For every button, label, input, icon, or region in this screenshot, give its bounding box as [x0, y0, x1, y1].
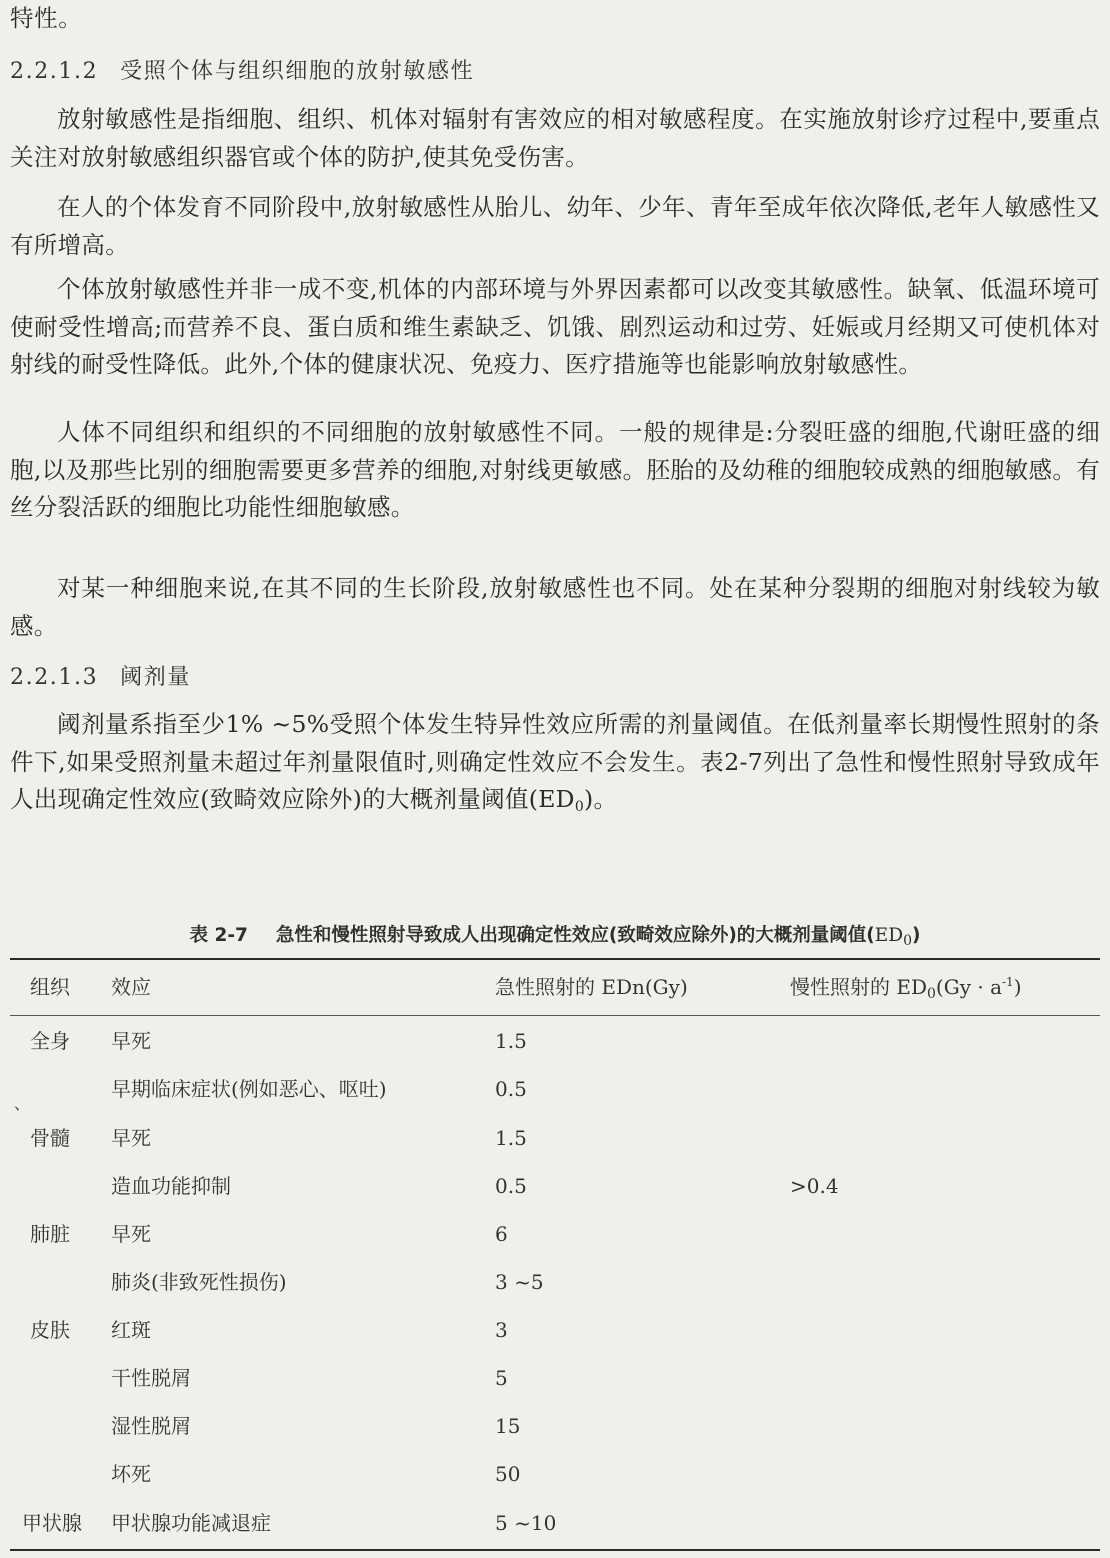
table-cell-tissue: 骨髓 — [30, 1126, 70, 1150]
table-cell-acute: 5 ~10 — [495, 1511, 557, 1535]
table-cell-acute: 1.5 — [495, 1029, 527, 1053]
section-number: 2.2.1.3 — [10, 665, 99, 690]
table-cell-effect: 早死 — [111, 1222, 151, 1246]
table-cell-tissue: 皮肤 — [30, 1318, 70, 1342]
table-cell-chronic: >0.4 — [790, 1174, 839, 1198]
table-cell-effect: 红斑 — [111, 1318, 151, 1342]
table-cell-effect: 湿性脱屑 — [111, 1414, 191, 1438]
table-cell-acute: 5 — [495, 1366, 508, 1390]
table-cell-tissue: 全身 — [30, 1029, 70, 1053]
paragraph-6-end: )。 — [584, 785, 618, 813]
table-cell-effect: 甲状腺功能减退症 — [111, 1511, 271, 1535]
section-number: 2.2.1.2 — [10, 59, 99, 84]
superscript: -1 — [1002, 975, 1014, 989]
table-cell-effect: 早死 — [111, 1029, 151, 1053]
header-chronic-post: ) — [1013, 975, 1022, 999]
table-cell-acute: 0.5 — [495, 1077, 527, 1101]
header-chronic-pre: 慢性照射的 ED — [790, 975, 927, 999]
subscript: 0 — [927, 986, 936, 1002]
table-number: 表 2-7 — [189, 925, 248, 946]
table-header-rule — [10, 1015, 1100, 1016]
paragraph-4: 人体不同组织和组织的不同细胞的放射敏感性不同。一般的规律是:分裂旺盛的细胞,代谢旺盛的细胞,以及那些比别的细胞需要更多营养的细胞,对射线更敏感。胚胎的及幼稚的细胞较成熟的细胞敏感。有丝分裂活跃的细胞比功能性细胞敏感。 — [10, 418, 1100, 521]
paragraph-6-main: 阈剂量系指至少1% ~5%受照个体发生特异性效应所需的剂量阈值。在低剂量率长期慢性照射的条件下,如果受照剂量未超过年剂量限值时,则确定性效应不会发生。表2-7列出了急性和慢性照射导致成年人出现确定性效应(致畸效应除外)的大概剂量阈值(ED — [10, 710, 1100, 813]
paragraph-1: 放射敏感性是指细胞、组织、机体对辐射有害效应的相对敏感程度。在实施放射诊疗过程中,要重点关注对放射敏感组织器官或个体的防护,使其免受伤害。 — [10, 105, 1100, 171]
table-cell-acute: 3 ~5 — [495, 1270, 544, 1294]
table-cell-effect: 早死 — [111, 1126, 151, 1150]
header-effect: 效应 — [111, 975, 151, 999]
table-cell-acute: 3 — [495, 1318, 508, 1342]
table-title-close: ) — [912, 925, 921, 946]
subscript: 0 — [903, 933, 913, 949]
table-cell-acute: 1.5 — [495, 1126, 527, 1150]
section-title: 阈剂量 — [120, 665, 191, 690]
section-title: 受照个体与组织细胞的放射敏感性 — [120, 59, 475, 84]
table-cell-effect: 早期临床症状(例如恶心、呕吐) — [111, 1077, 387, 1101]
table-title: 急性和慢性照射导致成人出现确定性效应(致畸效应除外)的大概剂量阈值( — [275, 925, 875, 946]
header-chronic — [790, 973, 1022, 1001]
subscript: 0 — [574, 799, 585, 815]
table-cell-tissue: 肺脏 — [30, 1222, 70, 1246]
table-bottom-rule — [10, 1549, 1100, 1551]
table-cell-acute: 6 — [495, 1222, 508, 1246]
stray-mark: 、 — [14, 1094, 31, 1113]
table-cell-effect: 肺炎(非致死性损伤) — [111, 1270, 287, 1294]
table-cell-tissue: 甲状腺 — [22, 1511, 82, 1535]
continued-text: 特性。 — [10, 4, 83, 32]
table-caption — [0, 921, 1110, 951]
header-chronic-mid: (Gy · a — [935, 975, 1002, 999]
section-heading-2212 — [10, 56, 474, 88]
table-title-ed: ED — [874, 925, 904, 946]
header-acute: 急性照射的 EDn(Gy) — [495, 975, 688, 999]
table-cell-acute: 0.5 — [495, 1174, 527, 1198]
table-cell-effect: 干性脱屑 — [111, 1366, 191, 1390]
table-cell-acute: 15 — [495, 1414, 521, 1438]
table-cell-acute: 50 — [495, 1462, 521, 1486]
header-tissue: 组织 — [30, 975, 70, 999]
table-cell-effect: 造血功能抑制 — [111, 1174, 231, 1198]
table-cell-effect: 坏死 — [111, 1462, 151, 1486]
table-top-rule — [10, 958, 1100, 960]
paragraph-6 — [10, 706, 1100, 819]
paragraph-5: 对某一种细胞来说,在其不同的生长阶段,放射敏感性也不同。处在某种分裂期的细胞对射线较为敏感。 — [10, 574, 1100, 640]
section-heading-2213 — [10, 662, 191, 694]
paragraph-3: 个体放射敏感性并非一成不变,机体的内部环境与外界因素都可以改变其敏感性。缺氧、低温环境可使耐受性增高;而营养不良、蛋白质和维生素缺乏、饥饿、剧烈运动和过劳、妊娠或月经期又可使机体对射线的耐受性降低。此外,个体的健康状况、免疫力、医疗措施等也能影响放射敏感性。 — [10, 275, 1100, 378]
paragraph-2: 在人的个体发育不同阶段中,放射敏感性从胎儿、幼年、少年、青年至成年依次降低,老年人敏感性又有所增高。 — [10, 193, 1100, 259]
